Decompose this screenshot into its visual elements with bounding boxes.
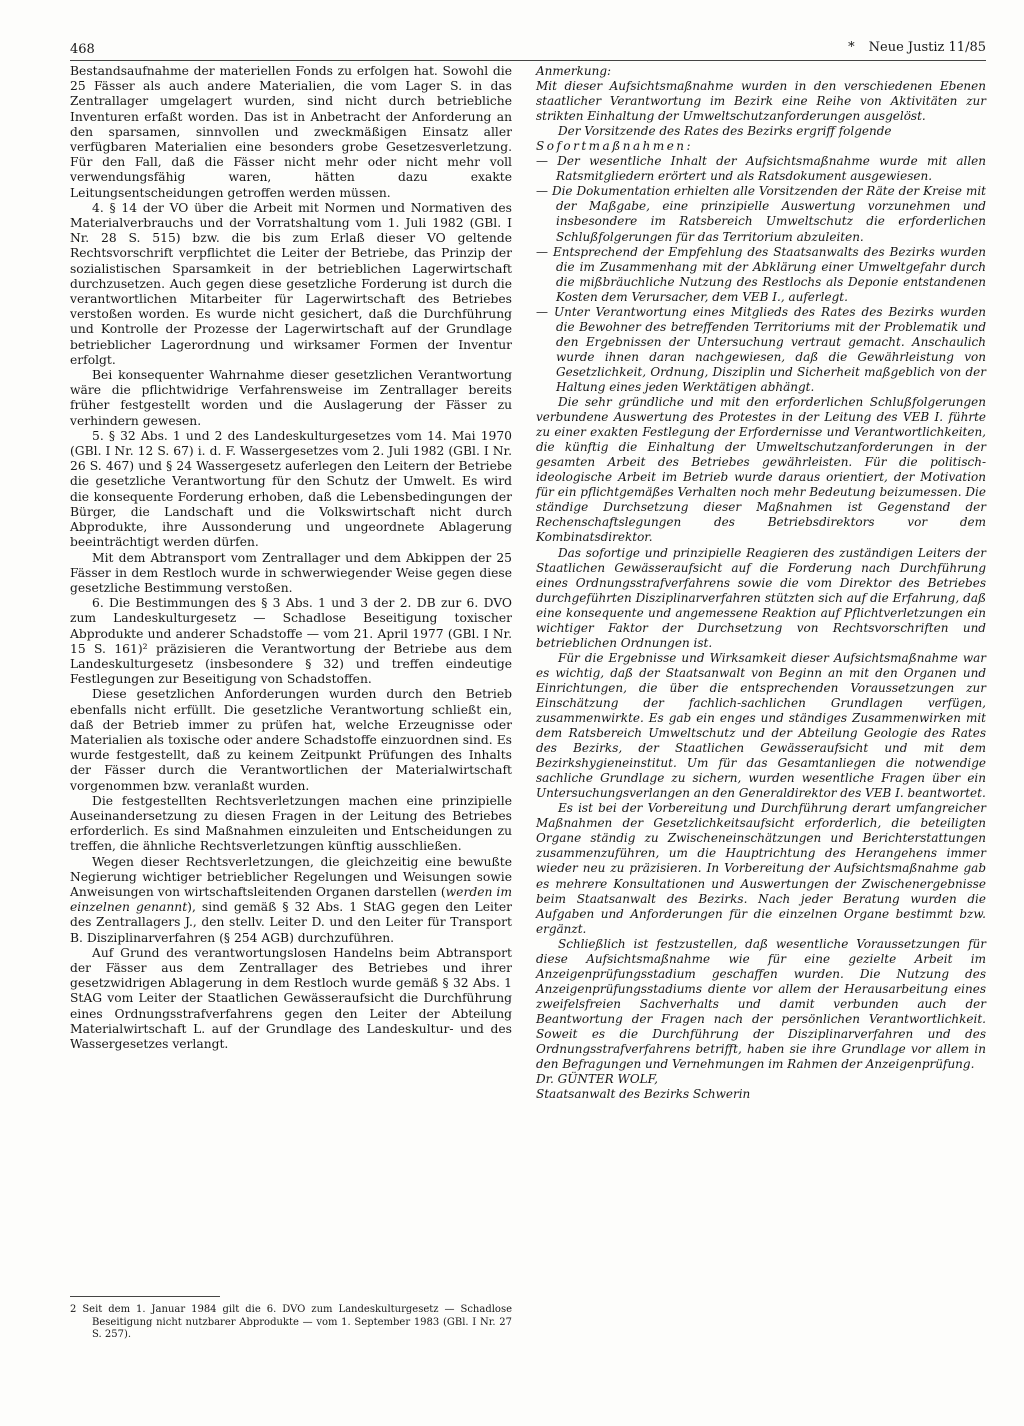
left-column — [70, 64, 512, 1052]
paragraph — [536, 124, 986, 154]
paragraph: Mit dieser Aufsichtsmaßnahme wurden in den verschiedenen Ebenen staatlicher Verantwortung im Bezirk eine Reihe von Aktivitäten zur strikten Einhaltung der Umweltschutzanforderungen ausgelöst. — [536, 79, 986, 124]
list-item: — Entsprechend der Empfehlung des Staatsanwalts des Bezirks wurden die im Zusammenhang mit der Abklärung einer Umweltgefahr durch die mißbräuchliche Nutzung des Restlochs als Deponie entstandenen Kosten dem Verursacher, dem VEB I., auferlegt. — [536, 244, 986, 304]
footnote-rule — [70, 1296, 220, 1297]
paragraph: Für die Ergebnisse und Wirksamkeit dieser Aufsichtsmaßnahme war es wichtig, daß der Staatsanwalt von Beginn an mit den Organen und Einrichtungen, die über die entsprechenden Voraussetzungen zur Einschätzung der fachlich-sachlichen Grundlagen verfügen, zusammenwirkte. Es gab ein enges und ständiges Zusammenwirken mit dem Ratsbereich Umweltschutz und der Abteilung Geologie des Rates des Bezirks, der Staatlichen Gewässeraufsicht und mit dem Bezirkshygieneinstitut. Um für das Gesamtanliegen die notwendige sachliche Grundlage zu sichern, wurden wesentliche Fragen über ein Untersuchungsverlangen an den Generaldirektor des VEB I. beantwortet. — [536, 650, 986, 801]
italic-run: werden im einzelnen genannt — [70, 884, 512, 915]
header-mark: * — [848, 40, 855, 55]
paragraph: Diese gesetzlichen Anforderungen wurden durch den Betrieb ebenfalls nicht erfüllt. Die gesetzliche Verantwortung schließt ein, daß der Betrieb immer zu prüfen hat, welche Erzeugnisse oder Materialien als toxische oder andere Schadstoffe einzuordnen sind. Es wurde festgestellt, daß zu keinem Zeitpunkt Prüfungen des Inhalts der Fässer durch die Verantwortlichen der Materialwirtschaft vorgenommen bzw. veranlaßt wurden. — [70, 687, 512, 793]
paragraph: Bei konsequenter Wahrnahme dieser gesetzlichen Verantwortung wäre die pflichtwidrige Verfahrensweise im Zentrallager bereits früher festgestellt worden und die Auslagerung der Fässer zu verhindern gewesen. — [70, 368, 512, 428]
paragraph: Es ist bei der Vorbereitung und Durchführung derart umfangreicher Maßnahmen der Gesetzlichkeitsaufsicht erforderlich, die beteiligten Organe ständig zu Zwischeneinschätzungen und Berichterstattungen zusammenzuführen, um die Hauptrichtung des Herangehens immer wieder neu zu präzisieren. In Vorbereitung der Aufsichtsmaßnahme gab es mehrere Konsultationen und Auswertungen der Zwischenergebnisse beim Staatsanwalt des Bezirks. Nach jeder Beratung wurden die Aufgaben und Anforderungen für die einzelnen Organe bestimmt bzw. ergänzt. — [536, 801, 986, 936]
paragraph: Schließlich ist festzustellen, daß wesentliche Voraussetzungen für diese Aufsichtsmaßnahme wie für eine gezielte Arbeit im Anzeigenprüfungsstadium geschaffen wurden. Die Nutzung des Anzeigenprüfungsstadiums diente vor allem der Herausarbeitung eines zweifelsfreien Sachverhalts und damit verbunden auch der Beantwortung der Fragen nach der persönlichen Verantwortlichkeit. Soweit es die Durchführung der Disziplinarverfahren und des Ordnungsstrafverfahrens betrifft, haben sie ihre Grundlage vor allem in den Befragungen und Vernehmungen im Rahmen der Anzeigenprüfung. — [536, 936, 986, 1072]
author-title: Staatsanwalt des Bezirks Schwerin — [536, 1087, 751, 1102]
header-rule — [70, 60, 986, 61]
running-header — [848, 40, 986, 55]
paragraph: Das sofortige und prinzipielle Reagieren des zuständigen Leiters der Staatlichen Gewässeraufsicht auf die Forderung nach Durchführung eines Ordnungsstrafverfahrens sowie die vom Direktor des Betriebes durchgeführten Disziplinarverfahren stützten sich auf die Erfahrung, daß eine konsequente und angemessene Reaktion auf Pflichtverletzungen ein wichtiger Faktor der Durchsetzung von Rechtsvorschriften und betrieblichen Ordnungen ist. — [536, 545, 986, 650]
paragraph: 6. Die Bestimmungen des § 3 Abs. 1 und 3 der 2. DB zur 6. DVO zum Landeskulturgesetz — Schadlose Beseitigung toxischer Abprodukte und anderer Schadstoffe — vom 21. April 1977 (GBl. I Nr. 15 S. 161)² präzisieren die Verantwortung der Betriebe aus dem Landeskulturgesetz (insbesondere § 32) und treffen eindeutige Festlegungen zur Beseitigung von Schadstoffen. — [70, 596, 512, 687]
paragraph — [70, 855, 512, 946]
journal-title: Neue Justiz 11/85 — [868, 40, 986, 55]
text-run: Der Vorsitzende des Rates des Bezirks ergriff folgende — [558, 124, 892, 139]
paragraph: Bestandsaufnahme der materiellen Fonds zu erfolgen hat. Sowohl die 25 Fässer als auch andere Materialien, die vom Lager S. in das Zentrallager umgelagert wurden, sind nicht durch betriebliche Inventuren erfaßt worden. Das ist in Anbetracht der Anforderung an den sparsamen, sinnvollen und zweckmäßigen Einsatz aller verfügbaren Materialien eine besonders grobe Gesetzesverletzung. Für den Fall, daß die Fässer nicht mehr oder nicht mehr voll verwendungsfähig waren, hätten dazu exakte Leitungsentscheidungen getroffen werden müssen. — [70, 64, 512, 200]
list-item: — Der wesentliche Inhalt der Aufsichtsmaßnahme wurde mit allen Ratsmitgliedern erörtert und als Ratsdokument ausgewiesen. — [536, 154, 986, 184]
spaced-heading: Sofortmaßnahmen: — [536, 139, 694, 154]
author-name: Dr. GÜNTER WOLF, — [536, 1072, 658, 1087]
page-number: 468 — [70, 42, 95, 57]
list-item: — Unter Verantwortung eines Mitglieds des Rates des Bezirks wurden die Bewohner des betreffenden Territoriums mit der Problematik und den Ergebnissen der Untersuchung vertraut gemacht. Anschaulich wurde ihnen daran nachgewiesen, daß die Gewährleistung von Gesetzlichkeit, Ordnung, Disziplin und Sicherheit maßgeblich von der Haltung eines jeden Werktätigen abhängt. — [536, 304, 986, 394]
footnote: 2 Seit dem 1. Januar 1984 gilt die 6. DVO zum Landeskulturgesetz — Schadlose Beseitigung nicht nutzbarer Abprodukte — vom 1. September 1983 (GBl. I Nr. 27 S. 257). — [70, 1304, 512, 1341]
paragraph: 5. § 32 Abs. 1 und 2 des Landeskulturgesetzes vom 14. Mai 1970 (GBl. I Nr. 12 S. 67) i. d. F. Wassergesetzes vom 2. Juli 1982 (GBl. I Nr. 26 S. 467) und § 24 Wassergesetz auferlegen den Leitern der Betriebe die gesetzliche Verantwortung für den Schutz der Umwelt. Es wird die konsequente Forderung erhoben, daß die Lebensbedingungen der Bürger, die Landschaft und die Volkswirtschaft nicht durch Abprodukte, ihre Aussonderung und ungeordnete Ablagerung beeinträchtigt werden dürfen. — [70, 428, 512, 550]
annotation-heading: Anmerkung: — [536, 64, 612, 78]
paragraph: Die sehr gründliche und mit den erforderlichen Schlußfolgerungen verbundene Auswertung des Protestes in der Leitung des VEB I. führte zu einer exakten Festlegung der Erfordernisse und Verantwortlichkeiten, die künftig die Einhaltung der Umweltschutzanforderungen in der gesamten Arbeit des Betriebes gewährleisten. Für die politisch-ideologische Arbeit im Betrieb wurde daraus orientiert, der Motivation für ein pflichtgemäßes Verhalten noch mehr Bedeutung beizumessen. Die ständige Durchsetzung dieser Maßnahmen ist Gegenstand der Rechenschaftslegungen des Betriebsdirektors vor dem Kombinatsdirektor. — [536, 395, 986, 545]
right-column — [536, 64, 986, 1102]
text-run: Wegen dieser Rechtsverletzungen, die gleichzeitig eine bewußte Negierung wichtiger betrieblicher Regelungen und Weisungen sowie Anweisungen von wirtschaftsleitenden Organen darstellen ( — [70, 854, 512, 899]
text-run: ), sind gemäß § 32 Abs. 1 StAG gegen den Leiter des Zentrallagers J., den stellv. Leiter D. und den Leiter für Transport B. Disziplinarverfahren (§ 254 AGB) durchzuführen. — [70, 900, 512, 945]
paragraph: Mit dem Abtransport vom Zentrallager und dem Abkippen der 25 Fässer in dem Restloch wurde in schwerwiegender Weise gegen diese gesetzliche Bestimmung verstoßen. — [70, 550, 512, 595]
paragraph: 4. § 14 der VO über die Arbeit mit Normen und Normativen des Materialverbrauchs und der Vorratshaltung vom 1. Juli 1982 (GBl. I Nr. 28 S. 515) bzw. die bis zum Erlaß dieser VO geltende Rechtsvorschrift verpflichtet die Leiter der Betriebe, das Prinzip der sozialistischen Sparsamkeit in der betrieblichen Lagerwirtschaft durchzusetzen. Auch gegen diese gesetzliche Forderung ist durch die verantwortlichen Mitarbeiter für Lagerwirtschaft des Betriebes verstoßen worden. Es wurde nicht gesichert, daß die Durchführung und Kontrolle der Prozesse der Lagerwirtschaft auf der Grundlage betrieblicher Lagerordnung und wirksamer Formen der Inventur erfolgt. — [70, 200, 512, 367]
paragraph: Die festgestellten Rechtsverletzungen machen eine prinzipielle Auseinandersetzung zu diesen Fragen in der Leitung des Betriebes erforderlich. Es sind Maßnahmen einzuleiten und Entscheidungen zu treffen, die ähnliche Rechtsverletzungen künftig ausschließen. — [70, 793, 512, 854]
list-item: — Die Dokumentation erhielten alle Vorsitzenden der Räte der Kreise mit der Maßgabe, eine prinzipielle Auswertung vorzunehmen und insbesondere im Ratsbereich Umweltschutz die erforderlichen Schlußfolgerungen für das Territorium abzuleiten. — [536, 184, 986, 244]
paragraph: Auf Grund des verantwortungslosen Handelns beim Abtransport der Fässer aus dem Zentrallager des Betriebes und ihrer gesetzwidrigen Ablagerung in dem Restloch wurde gemäß § 32 Abs. 1 StAG vom Leiter der Staatlichen Gewässeraufsicht die Durchführung eines Ordnungsstrafverfahrens gegen den Leiter der Abteilung Materialwirtschaft L. auf der Grundlage des Landeskultur- und des Wassergesetzes verlangt. — [70, 945, 512, 1051]
